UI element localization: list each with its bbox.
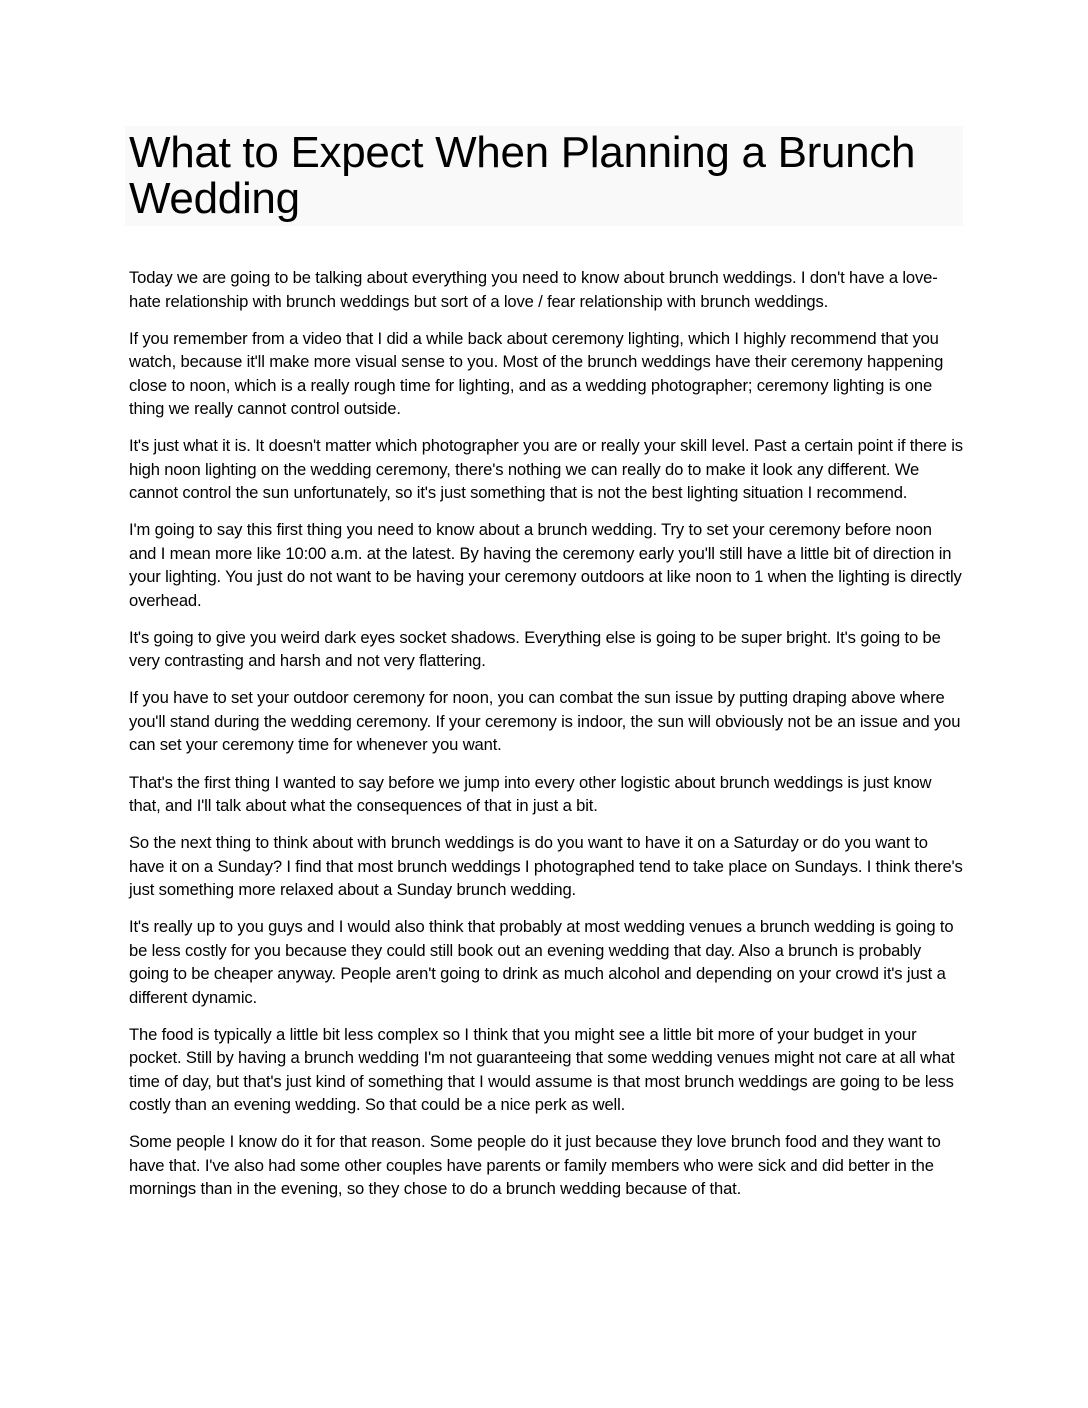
paragraph-7: That's the first thing I wanted to say before we jump into every other logistic about brunch weddings is just know that, and I'll talk about what the consequences of that in just a bit. (129, 772, 932, 816)
paragraph-5: It's going to give you weird dark eyes socket shadows. Everything else is going to be super bright. It's going to be very contrasting and harsh and not very flattering. (129, 627, 941, 671)
paragraph-3: It's just what it is. It doesn't matter which photographer you are or really your skill level. Past a certain point if there is high noon lighting on the wedding ceremony, there's nothing we can really do to make it look any different. We cannot control the sun unfortunately, so it's just something that is not the best lighting situation I recommend. (129, 436, 963, 503)
paragraph-10: The food is typically a little bit less complex so I think that you might see a little bit more of your budget in your pocket. Still by having a brunch wedding I'm not guaranteeing that some wedding venues might not care at all what time of day, but that's just kind of something that I would assume is that most brunch weddings are going to be less costly than an evening wedding. So that could be a nice perk as well. (129, 1024, 955, 1115)
article-body (129, 266, 963, 1215)
title-banner (125, 126, 963, 226)
paragraph-8: So the next thing to think about with brunch weddings is do you want to have it on a Saturday or do you want to have it on a Sunday? I find that most brunch weddings I photographed tend to take place on Sundays. I think there's just something more relaxed about a Sunday brunch wedding. (129, 833, 963, 900)
paragraph-6: If you have to set your outdoor ceremony for noon, you can combat the sun issue by putting draping above where you'll stand during the wedding ceremony. If your ceremony is indoor, the sun will obviously not be an issue and you can set your ceremony time for whenever you want. (129, 688, 961, 755)
paragraph-1: Today we are going to be talking about everything you need to know about brunch weddings. I don't have a love-hate relationship with brunch weddings but sort of a love / fear relationship with brunch weddings. (129, 268, 938, 311)
paragraph-2: If you remember from a video that I did a while back about ceremony lighting, which I highly recommend that you watch, because it'll make more visual sense to you. Most of the brunch weddings have their ceremony happening close to noon, which is a really rough time for lighting, and as a wedding photographer; ceremony lighting is one thing we really cannot control outside. (129, 328, 944, 419)
paragraph-9: It's really up to you guys and I would also think that probably at most wedding venues a brunch wedding is going to be less costly for you because they could still book out an evening wedding that day. Also a brunch is probably going to be cheaper anyway. People aren't going to drink as much alcohol and depending on your crowd it's just a different dynamic. (129, 917, 954, 1007)
page-title: What to Expect When Planning a Brunch Wedding (129, 128, 916, 223)
paragraph-11: Some people I know do it for that reason. Some people do it just because they love brunch food and they want to have that. I've also had some other couples have parents or family members who were sick and did better in the mornings than in the evening, so they chose to do a brunch wedding because of that. (129, 1132, 941, 1199)
paragraph-4: I'm going to say this first thing you need to know about a brunch wedding. Try to set your ceremony before noon and I mean more like 10:00 a.m. at the latest. By having the ceremony early you'll still have a little bit of direction in your lighting. You just do not want to be having your ceremony outdoors at like noon to 1 when the lighting is directly overhead. (129, 520, 962, 610)
